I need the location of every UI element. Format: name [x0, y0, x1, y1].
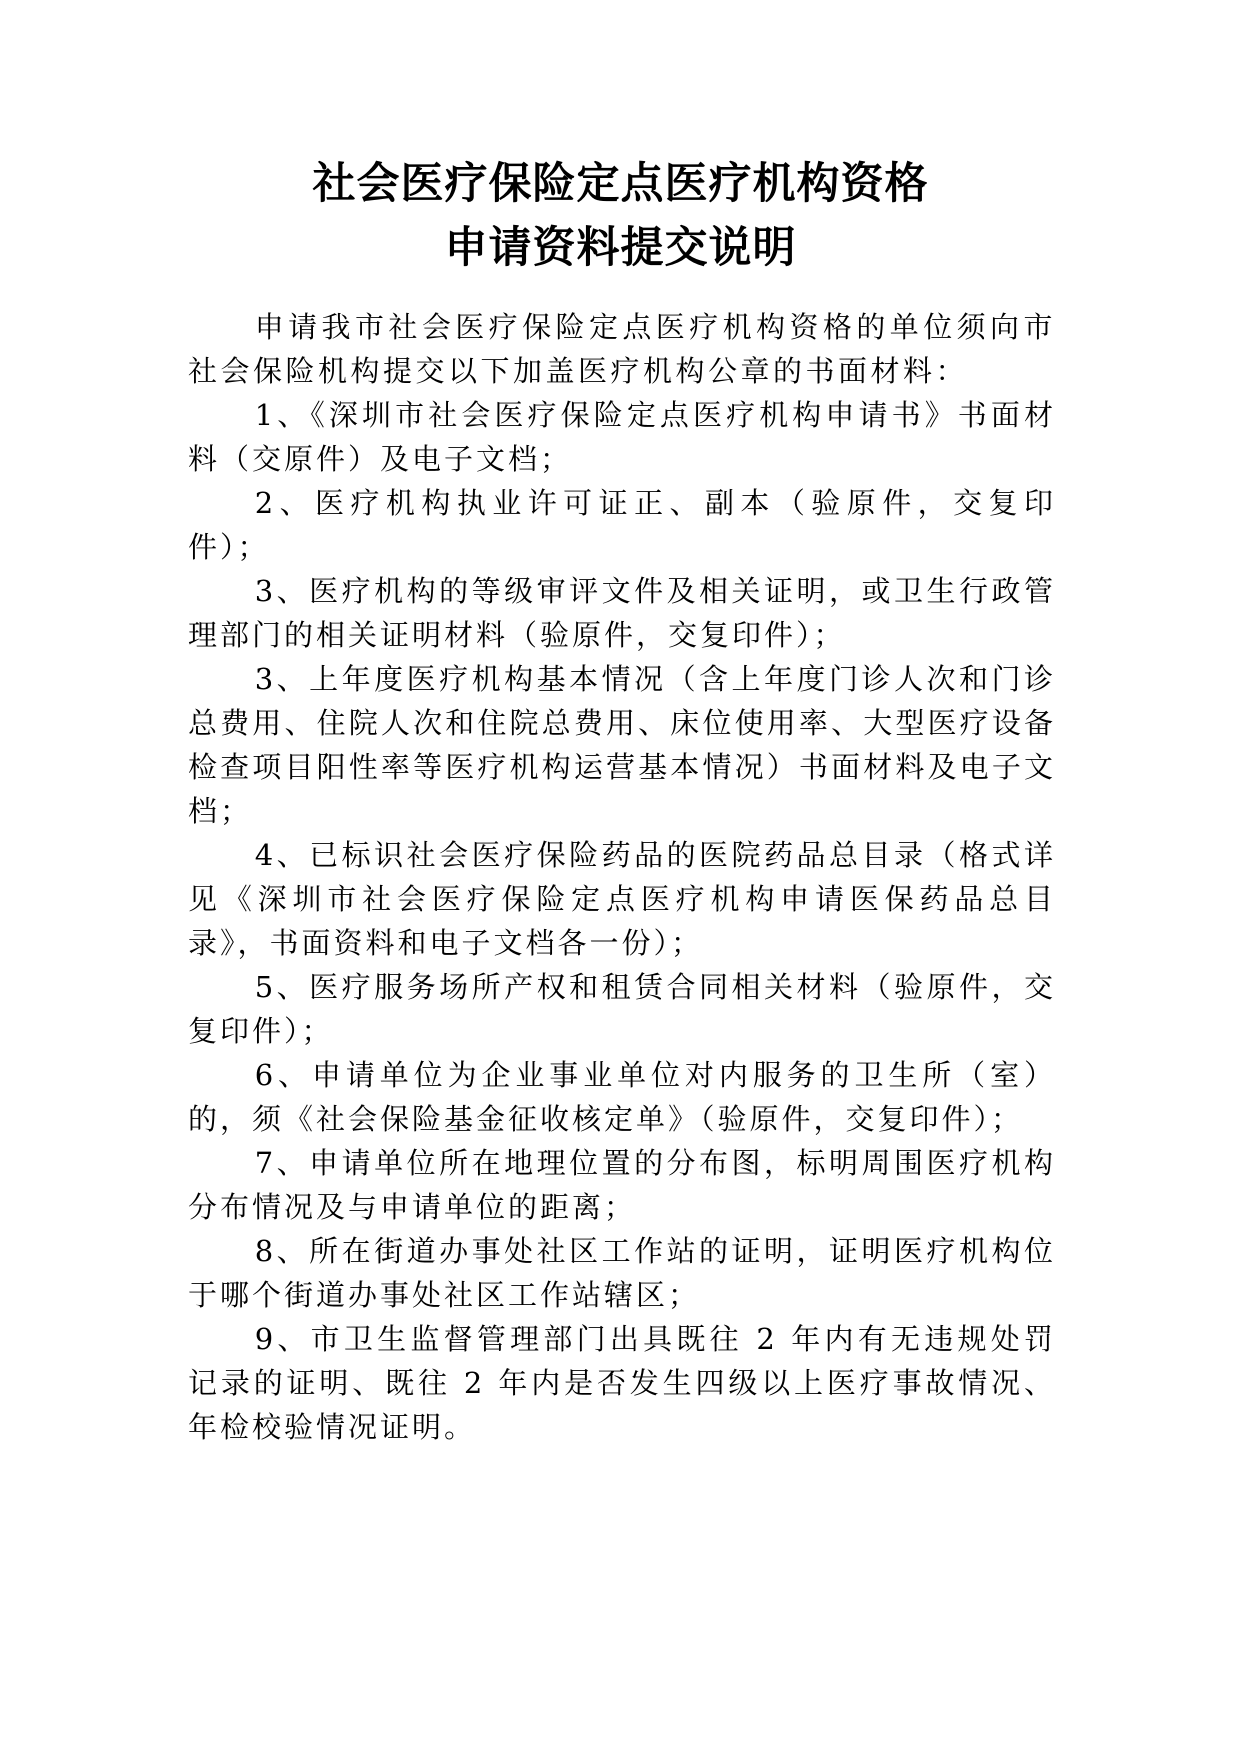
list-item: 7、申请单位所在地理位置的分布图，标明周围医疗机构分布情况及与申请单位的距离； [188, 1146, 1056, 1224]
list-item: 6、申请单位为企业事业单位对内服务的卫生所（室）的，须《社会保险基金征收核定单》（验原件，交复印件）； [188, 1058, 1056, 1136]
list-item: 8、所在街道办事处社区工作站的证明，证明医疗机构位于哪个街道办事处社区工作站辖区； [188, 1234, 1056, 1312]
list-item: 9、市卫生监督管理部门出具既往 2 年内有无违规处罚记录的证明、既往 2 年内是否发生四级以上医疗事故情况、年检校验情况证明。 [188, 1322, 1056, 1444]
list-item: 2、医疗机构执业许可证正、副本（验原件，交复印件）； [188, 486, 1056, 564]
document-title [0, 152, 1241, 280]
list-item: 4、已标识社会医疗保险药品的医院药品总目录（格式详见《深圳市社会医疗保险定点医疗机构申请医保药品总目录》，书面资料和电子文档各一份）； [188, 838, 1056, 960]
title-line-2: 申请资料提交说明 [444, 223, 797, 273]
intro-paragraph: 申请我市社会医疗保险定点医疗机构资格的单位须向市社会保险机构提交以下加盖医疗机构公章的书面材料： [188, 310, 1056, 388]
list-item: 1、《深圳市社会医疗保险定点医疗机构申请书》书面材料（交原件）及电子文档； [188, 398, 1056, 476]
document-body [188, 305, 1056, 1449]
list-item: 5、医疗服务场所产权和租赁合同相关材料（验原件，交复印件）； [188, 970, 1056, 1048]
list-item: 3、上年度医疗机构基本情况（含上年度门诊人次和门诊总费用、住院人次和住院总费用、床位使用率、大型医疗设备检查项目阳性率等医疗机构运营基本情况）书面材料及电子文档； [188, 662, 1056, 828]
title-line-1: 社会医疗保险定点医疗机构资格 [312, 159, 929, 209]
list-item: 3、医疗机构的等级审评文件及相关证明，或卫生行政管理部门的相关证明材料（验原件，交复印件）； [188, 574, 1056, 652]
